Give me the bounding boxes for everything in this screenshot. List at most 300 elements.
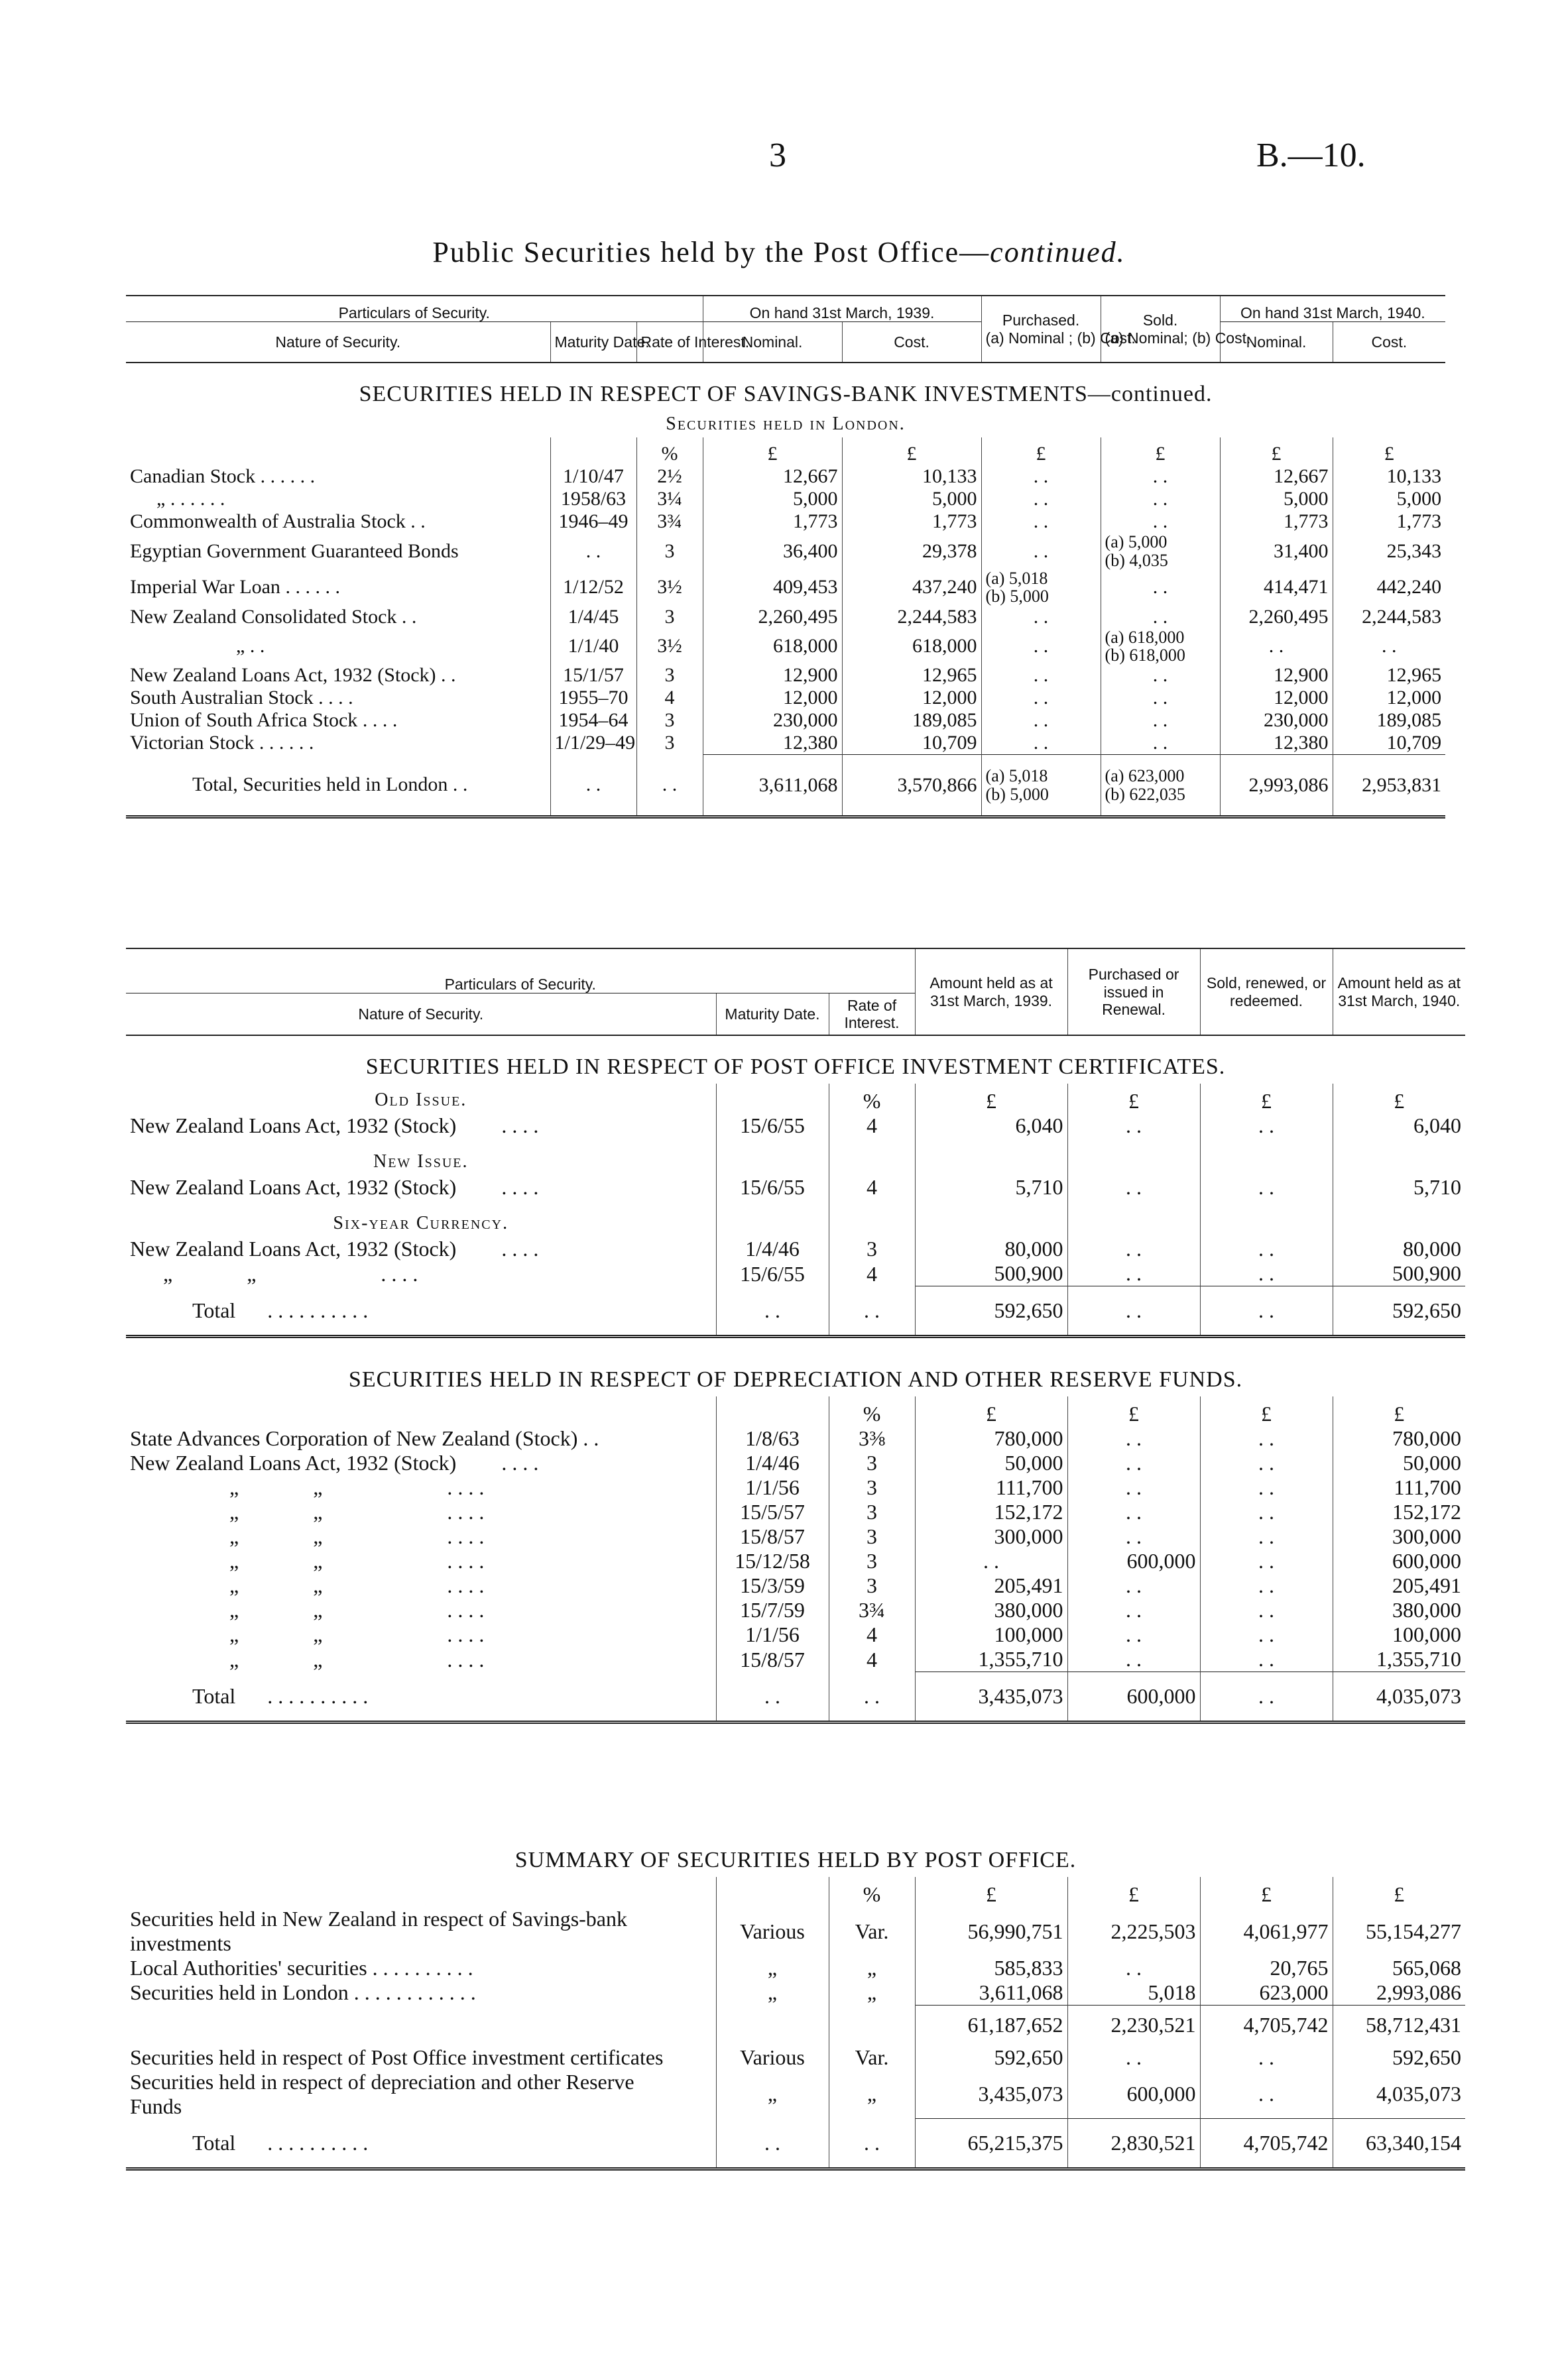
maturity-date: 1/1/56 — [716, 1622, 829, 1647]
held-1940: 380,000 — [1333, 1598, 1465, 1622]
maturity-date: 1/4/46 — [716, 1237, 829, 1261]
hdr-sold-sub: (a) Nominal; (b) Cost. — [1105, 329, 1251, 347]
hdr-maturity: Maturity Date. — [716, 993, 829, 1036]
interest-rate: 3 — [636, 664, 703, 687]
sold: . . — [1200, 1426, 1333, 1451]
subtotal-sold: 4,705,742 — [1200, 2006, 1333, 2045]
table-row — [126, 1956, 1465, 1980]
maturity-date: 1955–70 — [550, 687, 636, 709]
unit-pound: £ — [915, 1396, 1067, 1426]
nominal-1939: 1,773 — [703, 510, 842, 533]
held-1940: 111,700 — [1333, 1475, 1465, 1500]
purchased-cost: (b) 5,000 — [985, 587, 1049, 606]
maturity-date: 15/8/57 — [716, 1524, 829, 1549]
interest-rate: „ — [829, 1956, 915, 1980]
purchased: . . — [981, 664, 1101, 687]
leader-dots: . . — [410, 510, 426, 533]
unit-pound: £ — [842, 437, 981, 465]
hdr-onhand-1939: On hand 31st March, 1939. — [703, 296, 981, 322]
total-held-1940: 592,650 — [1333, 1286, 1465, 1337]
security-name: New Zealand Consolidated Stock — [130, 605, 397, 628]
nominal-1940: 414,471 — [1220, 569, 1333, 606]
sold: . . — [1200, 1113, 1333, 1138]
unit-pound: £ — [1067, 1396, 1200, 1426]
subsection-new-issue: New Issue. — [373, 1151, 469, 1172]
purchased: . . — [981, 732, 1101, 755]
maturity-date: 1/1/29–49 — [550, 732, 636, 755]
leader-dots: . . . . . . — [259, 732, 314, 754]
hdr-purchased-renewal: Purchased or issued in Renewal. — [1067, 948, 1200, 1035]
table-row — [126, 1598, 1465, 1622]
maturity-date: 15/1/57 — [550, 664, 636, 687]
security-name: Securities held in New Zealand in respect of Savings-bank investments — [130, 1907, 627, 1955]
nominal-1939: 12,667 — [703, 465, 842, 488]
maturity-date: . . — [550, 755, 636, 817]
total-purchased: 600,000 — [1067, 1672, 1200, 1723]
interest-rate: 4 — [829, 1175, 915, 1200]
total-cost-1940: 2,953,831 — [1333, 755, 1445, 817]
maturity-date: 1958/63 — [550, 488, 636, 510]
hdr-particulars: Particulars of Security. — [338, 304, 490, 321]
sold: . . — [1200, 1475, 1333, 1500]
total-row — [126, 755, 1445, 817]
sold-nominal: (a) 623,000 — [1105, 766, 1185, 786]
nominal-1939: 618,000 — [703, 628, 842, 665]
held-1940: 5,710 — [1333, 1175, 1465, 1200]
nominal-1940: 230,000 — [1220, 709, 1333, 732]
page-title-main: Public Securities held by the Post Office— — [432, 236, 990, 268]
document-reference: B.—10. — [1256, 137, 1366, 174]
leader-dots: . . — [401, 605, 417, 628]
table-row — [126, 1907, 1465, 1956]
maturity-date: „ — [716, 2070, 829, 2119]
table-row — [126, 1647, 1465, 1672]
nominal-1939: 12,900 — [703, 664, 842, 687]
maturity-date: 15/8/57 — [716, 1647, 829, 1672]
interest-rate: 2½ — [636, 465, 703, 488]
purchased: 600,000 — [1067, 2070, 1200, 2119]
unit-pound: £ — [1333, 1084, 1465, 1113]
interest-rate: . . — [829, 1672, 915, 1723]
leader-dots: . . . . — [447, 1647, 485, 1672]
interest-rate: 3⅜ — [829, 1426, 915, 1451]
interest-rate: . . — [636, 755, 703, 817]
table-row — [126, 1475, 1465, 1500]
purchased: . . — [981, 510, 1101, 533]
sold-cost: (b) 618,000 — [1105, 645, 1185, 665]
section-savings-bank: SECURITIES HELD IN RESPECT OF SAVINGS-BANK INVESTMENTS—continued. — [359, 382, 1213, 407]
interest-rate: 4 — [829, 1261, 915, 1286]
held-1939: 6,040 — [915, 1113, 1067, 1138]
purchased: . . — [981, 606, 1101, 628]
sold: . . — [1101, 687, 1220, 709]
leader-dots: . . — [583, 1426, 599, 1451]
hdr-rate: Rate of Interest. — [829, 993, 915, 1036]
security-name: New Zealand Loans Act, 1932 (Stock) — [130, 1175, 457, 1200]
purchased: . . — [981, 488, 1101, 510]
nominal-1939: 230,000 — [703, 709, 842, 732]
unit-pound: £ — [915, 1877, 1067, 1907]
cost-1939: 10,133 — [842, 465, 981, 488]
interest-rate: Var. — [829, 1907, 915, 1956]
held-1940: 565,068 — [1333, 1956, 1465, 1980]
hdr-held-1939: Amount held as at 31st March, 1939. — [915, 948, 1067, 1035]
subtotal-held-1940: 58,712,431 — [1333, 2006, 1465, 2045]
security-name: „ „ — [229, 1549, 323, 1573]
security-name: Egyptian Government Guaranteed Bonds — [130, 539, 459, 562]
unit-pound: £ — [703, 437, 842, 465]
total-held-1939: 3,435,073 — [915, 1672, 1067, 1723]
total-purchased — [981, 755, 1101, 817]
section-investment-certificates: SECURITIES HELD IN RESPECT OF POST OFFICE INVESTMENT CERTIFICATES. — [365, 1054, 1226, 1080]
held-1939: 50,000 — [915, 1451, 1067, 1475]
hdr-nominal-1939: Nominal. — [703, 322, 842, 363]
sold: . . — [1200, 1451, 1333, 1475]
leader-dots: . . — [441, 664, 456, 687]
sold: . . — [1200, 2045, 1333, 2070]
unit-pound: £ — [1067, 1084, 1200, 1113]
interest-rate: 3 — [829, 1475, 915, 1500]
held-1940: 592,650 — [1333, 2045, 1465, 2070]
cost-1940: 10,133 — [1333, 465, 1445, 488]
held-1939: 100,000 — [915, 1622, 1067, 1647]
table-row — [126, 1524, 1465, 1549]
held-1940: 1,355,710 — [1333, 1647, 1465, 1672]
purchased-split — [981, 569, 1101, 606]
held-1939: 3,435,073 — [915, 2070, 1067, 2119]
security-name: Victorian Stock — [130, 732, 255, 754]
leader-dots: . . . . — [501, 1175, 539, 1200]
nominal-1940: 5,000 — [1220, 488, 1333, 510]
hdr-purchased-label: Purchased. — [1002, 312, 1080, 329]
nominal-1940: 31,400 — [1220, 533, 1333, 569]
purchased: . . — [1067, 1598, 1200, 1622]
cost-1939: 29,378 — [842, 533, 981, 569]
cost-1940: 12,965 — [1333, 664, 1445, 687]
held-1940: 100,000 — [1333, 1622, 1465, 1647]
cost-1939: 10,709 — [842, 732, 981, 755]
interest-rate: 3¾ — [829, 1598, 915, 1622]
nominal-1939: 12,380 — [703, 732, 842, 755]
security-name: New Zealand Loans Act, 1932 (Stock) — [130, 664, 436, 687]
leader-dots: . . . . . . — [260, 465, 316, 488]
interest-rate: „ — [829, 2070, 915, 2119]
held-1939: 80,000 — [915, 1237, 1067, 1261]
unit-pound: £ — [1200, 1877, 1333, 1907]
purchased: . . — [1067, 1956, 1200, 1980]
total-nominal-1940: 2,993,086 — [1220, 755, 1333, 817]
held-1939: 500,900 — [915, 1261, 1067, 1286]
hdr-nominal-1940: Nominal. — [1220, 322, 1333, 363]
table-row — [126, 1573, 1465, 1598]
table-row — [126, 1426, 1465, 1451]
security-name: „ „ — [229, 1500, 323, 1524]
held-1940: 152,172 — [1333, 1500, 1465, 1524]
sold-nominal: (a) 618,000 — [1105, 627, 1185, 647]
interest-rate: 3 — [829, 1524, 915, 1549]
purchased: . . — [1067, 1175, 1200, 1200]
table-row — [126, 1175, 1465, 1200]
maturity-date: . . — [716, 1286, 829, 1337]
purchased: 5,018 — [1067, 1980, 1200, 2006]
purchased: . . — [1067, 1573, 1200, 1598]
total-row — [126, 1286, 1465, 1337]
sold: . . — [1101, 606, 1220, 628]
hdr-purchased — [981, 296, 1136, 363]
maturity-date: 15/7/59 — [716, 1598, 829, 1622]
hdr-rate: Rate of Interest. — [636, 322, 703, 363]
sold: . . — [1101, 510, 1220, 533]
leader-dots: . . . . — [362, 709, 398, 732]
table-row — [126, 1261, 1465, 1286]
cost-1940: . . — [1333, 628, 1445, 665]
security-name: „ „ — [229, 1647, 323, 1672]
unit-pound: £ — [981, 437, 1101, 465]
hdr-purchased-sub: (a) Nominal ; (b) Cost. — [985, 329, 1136, 347]
total-held-1939: 592,650 — [915, 1286, 1067, 1337]
held-1939: 1,355,710 — [915, 1647, 1067, 1672]
interest-rate: . . — [829, 2119, 915, 2169]
nominal-1939: 36,400 — [703, 533, 842, 569]
leader-dots: . . . . — [447, 1622, 485, 1647]
leader-dots: . . . . . . . . . . — [372, 1956, 473, 1980]
total-label: Total — [192, 1298, 236, 1323]
leader-dots: . . . . — [447, 1524, 485, 1549]
total-nominal-1939: 3,611,068 — [703, 755, 842, 817]
total-row — [126, 2119, 1465, 2169]
held-1940: 50,000 — [1333, 1451, 1465, 1475]
interest-rate: 3½ — [636, 628, 703, 665]
held-1940: 4,035,073 — [1333, 2070, 1465, 2119]
leader-dots: . . . . — [501, 1451, 539, 1475]
unit-pound: £ — [1200, 1396, 1333, 1426]
security-name: „ — [236, 634, 245, 657]
hdr-nature: Nature of Security. — [126, 322, 550, 363]
subtotal-purchased: 2,230,521 — [1067, 2006, 1200, 2045]
interest-rate: 3 — [636, 709, 703, 732]
total-label: Total — [192, 1684, 236, 1709]
purchased: . . — [1067, 1113, 1200, 1138]
security-name: Securities held in respect of depreciation and other Reserve Funds — [130, 2069, 634, 2118]
cost-1940: 5,000 — [1333, 488, 1445, 510]
table-row — [126, 533, 1445, 569]
page-number: 3 — [769, 137, 786, 174]
total-held-1940: 63,340,154 — [1333, 2119, 1465, 2169]
leader-dots: . . — [452, 773, 468, 796]
subsection-london: Securities held in London. — [666, 414, 906, 435]
maturity-date: Various — [716, 1907, 829, 1956]
maturity-date: . . — [550, 533, 636, 569]
held-1940: 6,040 — [1333, 1113, 1465, 1138]
sold: . . — [1101, 569, 1220, 606]
hdr-cost-1940: Cost. — [1333, 322, 1445, 363]
sold: . . — [1200, 1261, 1333, 1286]
held-1939: 780,000 — [915, 1426, 1067, 1451]
held-1940: 600,000 — [1333, 1549, 1465, 1573]
sold-cost: (b) 4,035 — [1105, 550, 1168, 570]
sold: . . — [1101, 709, 1220, 732]
leader-dots: . . . . — [501, 1113, 539, 1138]
cost-1939: 12,000 — [842, 687, 981, 709]
maturity-date: 1/1/40 — [550, 628, 636, 665]
held-1939: 152,172 — [915, 1500, 1067, 1524]
interest-rate: 3¾ — [636, 510, 703, 533]
sold: . . — [1101, 664, 1220, 687]
nominal-1940: 12,380 — [1220, 732, 1333, 755]
sold: . . — [1200, 1647, 1333, 1672]
hdr-onhand-1940: On hand 31st March, 1940. — [1220, 296, 1445, 322]
table-row — [126, 1622, 1465, 1647]
total-held-1939: 65,215,375 — [915, 2119, 1067, 2169]
maturity-date: 15/6/55 — [716, 1175, 829, 1200]
interest-rate: Var. — [829, 2045, 915, 2070]
sold: . . — [1200, 1573, 1333, 1598]
section-summary: SUMMARY OF SECURITIES HELD BY POST OFFICE. — [514, 1848, 1077, 1872]
purchased: . . — [1067, 1261, 1200, 1286]
security-name: „ „ — [229, 1524, 323, 1549]
cost-1939: 618,000 — [842, 628, 981, 665]
held-1940: 500,900 — [1333, 1261, 1465, 1286]
unit-pound: £ — [915, 1084, 1067, 1113]
cost-1940: 25,343 — [1333, 533, 1445, 569]
unit-pct: % — [636, 437, 703, 465]
security-name: Securities held in London — [130, 1980, 349, 2005]
interest-rate: 3 — [829, 1451, 915, 1475]
sold: . . — [1200, 1549, 1333, 1573]
nominal-1940: 2,260,495 — [1220, 606, 1333, 628]
table-row — [126, 732, 1445, 755]
purchased-cost: (b) 5,000 — [985, 784, 1049, 804]
nominal-1940: 12,667 — [1220, 465, 1333, 488]
nominal-1940: . . — [1220, 628, 1333, 665]
purchased: . . — [981, 687, 1101, 709]
subtotal-held-1939: 61,187,652 — [915, 2006, 1067, 2045]
purchased: . . — [1067, 1426, 1200, 1451]
nominal-1940: 12,000 — [1220, 687, 1333, 709]
hdr-nature: Nature of Security. — [126, 993, 716, 1036]
maturity-date: 1/1/56 — [716, 1475, 829, 1500]
purchased: . . — [1067, 1524, 1200, 1549]
table-row — [126, 1237, 1465, 1261]
maturity-date: 1/8/63 — [716, 1426, 829, 1451]
security-name: Imperial War Loan — [130, 576, 280, 598]
maturity-date: 15/3/59 — [716, 1573, 829, 1598]
cost-1940: 442,240 — [1333, 569, 1445, 606]
maturity-date: „ — [716, 1956, 829, 1980]
cost-1940: 2,244,583 — [1333, 606, 1445, 628]
held-1940: 2,993,086 — [1333, 1980, 1465, 2006]
savings-bank-london-table — [126, 295, 1445, 819]
page-title-suffix: continued. — [990, 236, 1126, 268]
interest-rate: 3 — [829, 1549, 915, 1573]
purchased: 600,000 — [1067, 1549, 1200, 1573]
maturity-date: „ — [716, 1980, 829, 2006]
maturity-date: 1/4/45 — [550, 606, 636, 628]
security-name: Securities held in respect of Post Office investment certificates — [130, 2045, 664, 2069]
held-1939: 380,000 — [915, 1598, 1067, 1622]
unit-pound: £ — [1220, 437, 1333, 465]
interest-rate: 4 — [829, 1113, 915, 1138]
unit-pound: £ — [1333, 1877, 1465, 1907]
total-label: Total, Securities held in London — [192, 773, 448, 796]
nominal-1940: 1,773 — [1220, 510, 1333, 533]
sold: . . — [1200, 1500, 1333, 1524]
sold: . . — [1101, 488, 1220, 510]
interest-rate: „ — [829, 1980, 915, 2006]
purchased: . . — [1067, 1451, 1200, 1475]
section-reserve-funds: SECURITIES HELD IN RESPECT OF DEPRECIATION AND OTHER RESERVE FUNDS. — [348, 1367, 1243, 1392]
maturity-date: 1/12/52 — [550, 569, 636, 606]
maturity-date: 15/6/55 — [716, 1261, 829, 1286]
hdr-cost-1939: Cost. — [842, 322, 981, 363]
sold: 4,061,977 — [1200, 1907, 1333, 1956]
held-1939: . . — [915, 1549, 1067, 1573]
held-1940: 80,000 — [1333, 1237, 1465, 1261]
subsection-old-issue: Old Issue. — [375, 1089, 467, 1110]
maturity-date: 1/4/46 — [716, 1451, 829, 1475]
cost-1940: 189,085 — [1333, 709, 1445, 732]
sold: 623,000 — [1200, 1980, 1333, 2006]
table-row — [126, 1451, 1465, 1475]
purchased-nominal: (a) 5,018 — [985, 766, 1048, 786]
sold: . . — [1200, 1237, 1333, 1261]
leader-dots: . . . . — [447, 1598, 485, 1622]
interest-rate: 4 — [829, 1647, 915, 1672]
leader-dots: . . — [249, 634, 265, 657]
leader-dots: . . . . — [501, 1237, 539, 1261]
total-label: Total — [192, 2130, 236, 2155]
leader-dots: . . . . . . — [170, 488, 225, 510]
security-name: Canadian Stock — [130, 465, 256, 488]
total-sold: . . — [1200, 1672, 1333, 1723]
certificates-reserve-table — [126, 948, 1465, 1724]
table-row — [126, 606, 1445, 628]
table-row — [126, 1549, 1465, 1573]
interest-rate: 4 — [636, 687, 703, 709]
purchased: . . — [1067, 1237, 1200, 1261]
security-name: Union of South Africa Stock — [130, 709, 358, 732]
cost-1939: 1,773 — [842, 510, 981, 533]
cost-1939: 189,085 — [842, 709, 981, 732]
security-name: Commonwealth of Australia Stock — [130, 510, 406, 533]
subtotal-row — [126, 2006, 1465, 2045]
unit-pound: £ — [1067, 1877, 1200, 1907]
nominal-1939: 12,000 — [703, 687, 842, 709]
security-name: State Advances Corporation of New Zealand (Stock) — [130, 1426, 578, 1451]
hdr-sold-label: Sold. — [1142, 312, 1178, 329]
interest-rate: 3½ — [636, 569, 703, 606]
total-sold: . . — [1200, 1286, 1333, 1337]
leader-dots: . . . . — [447, 1475, 485, 1500]
cost-1940: 10,709 — [1333, 732, 1445, 755]
purchased: . . — [1067, 2045, 1200, 2070]
unit-pound: £ — [1333, 437, 1445, 465]
leader-dots: . . . . . . — [285, 576, 340, 598]
hdr-maturity: Maturity Date. — [550, 322, 636, 363]
leader-dots: . . . . . . . . . . — [267, 2130, 369, 2155]
interest-rate: 3 — [829, 1237, 915, 1261]
table-row — [126, 2070, 1465, 2119]
sold-split — [1101, 628, 1220, 665]
interest-rate: 3 — [829, 1500, 915, 1524]
interest-rate: 4 — [829, 1622, 915, 1647]
unit-pct: % — [829, 1084, 915, 1113]
total-row — [126, 1672, 1465, 1723]
unit-pct: % — [829, 1396, 915, 1426]
sold: . . — [1101, 465, 1220, 488]
held-1939: 5,710 — [915, 1175, 1067, 1200]
purchased: . . — [1067, 1622, 1200, 1647]
